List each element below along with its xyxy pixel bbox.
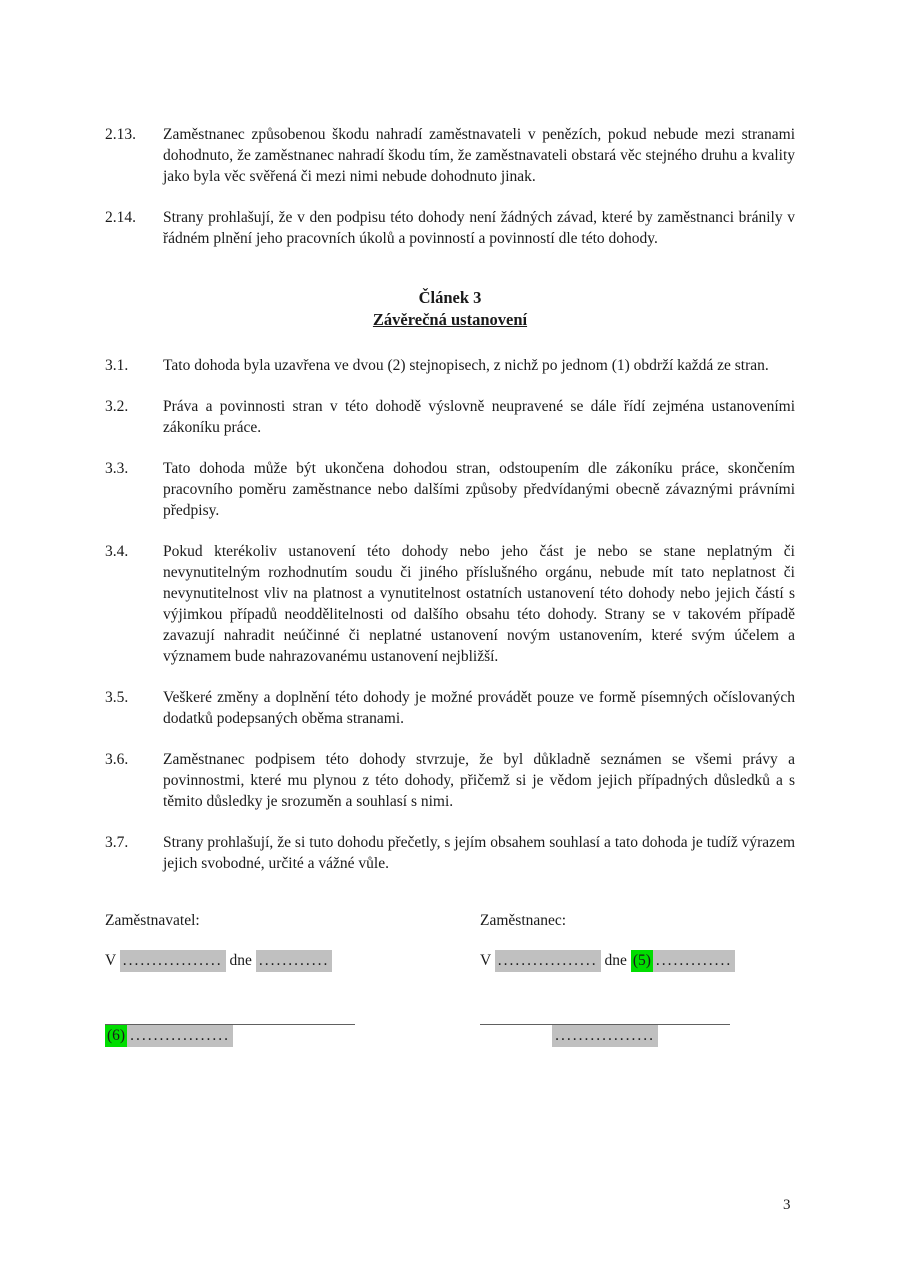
- clause-text: Strany prohlašují, že v den podpisu této dohody není žádných závad, které by zaměstnanci bránily v řádném plnění jeho pracovních úkolů a povinností a povinností dle této dohody.: [163, 209, 795, 247]
- employee-signature-field[interactable]: .................: [552, 1025, 658, 1047]
- article-heading: [105, 287, 795, 331]
- employer-signature-area: [105, 1024, 355, 1047]
- employee-signature-area: [480, 1024, 730, 1047]
- employer-signature-field[interactable]: .................: [127, 1025, 233, 1047]
- clause-text: Veškeré změny a doplnění této dohody je možné provádět pouze ve formě písemných očíslovaných dodatků podepsaných oběma stranami.: [163, 689, 795, 727]
- clause-3-6: [105, 749, 795, 812]
- clause-text: Tato dohoda může být ukončena dohodou stran, odstoupením dle zákoníku práce, skončením pracovního poměru zaměstnance nebo dalšími způsoby předvídanými obecně závaznými právními předpisy.: [163, 460, 795, 519]
- employee-date-field[interactable]: .............: [653, 950, 735, 972]
- clause-number: 2.13.: [105, 126, 136, 143]
- clause-number: 3.6.: [105, 751, 129, 768]
- employer-label: Zaměstnavatel:: [105, 912, 200, 929]
- employer-place-field[interactable]: .................: [120, 950, 226, 972]
- employee-place-date-row: [480, 950, 795, 972]
- clause-text: Zaměstnanec způsobenou škodu nahradí zaměstnavateli v penězích, pokud nebude mezi stranami dohodnuto, že zaměstnanec nahradí škodu tím, že zaměstnavateli obstará věc stejného druhu a kvality jako byla věc svěřená či mezi nimi nebude dohodnuto jinak.: [163, 126, 795, 185]
- clause-text: Strany prohlašují, že si tuto dohodu přečetly, s jejím obsahem souhlasí a tato dohoda je tudíž výrazem jejich svobodné, určité a vážné vůle.: [163, 834, 795, 872]
- signature-block: [105, 910, 795, 1047]
- clause-number: 3.4.: [105, 543, 129, 560]
- employee-date-marker[interactable]: (5): [631, 950, 653, 972]
- employee-signature-column: [480, 910, 795, 1047]
- employer-date-field[interactable]: ............: [256, 950, 333, 972]
- clause-2-14: [105, 207, 795, 249]
- v-label: V: [480, 952, 491, 969]
- employee-place-field[interactable]: .................: [495, 950, 601, 972]
- employer-signature-column: [105, 910, 480, 1047]
- clause-text: Práva a povinnosti stran v této dohodě výslovně neupravené se dále řídí zejména ustanoveními zákoníku práce.: [163, 398, 795, 436]
- clause-3-4: [105, 541, 795, 667]
- clause-number: 3.1.: [105, 357, 129, 374]
- clause-3-1: [105, 355, 795, 376]
- employer-signature-fill: [105, 1025, 355, 1047]
- clause-text: Pokud kterékoliv ustanovení této dohody nebo jeho část je nebo se stane neplatným či nevynutitelným rozhodnutím soudu či jiného příslušného orgánu, nebude mít tato neplatnost či nevynutitelnost vliv na platnost a vynutitelnost ostatních ustanovení této dohody nebo jejich částí s výjimkou případů neoddělitelnosti od dalšího obsahu této dohody. Strany se v takovém případě zavazují nahradit neúčinné či neplatné ustanovení novým ustanovením, které svým účelem a významem bude nahrazovanému ustanovení nejbližší.: [163, 543, 795, 665]
- clause-3-7: [105, 832, 795, 874]
- employee-label: Zaměstnanec:: [480, 912, 567, 929]
- employer-place-date-row: [105, 950, 480, 972]
- clause-number: 2.14.: [105, 209, 136, 226]
- clause-3-5: [105, 687, 795, 729]
- clause-number: 3.5.: [105, 689, 129, 706]
- article-subtitle: Závěrečná ustanovení: [372, 310, 528, 329]
- employee-signature-fill: [480, 1025, 730, 1047]
- dne-label: dne: [604, 952, 627, 969]
- clause-number: 3.2.: [105, 398, 129, 415]
- clause-number: 3.3.: [105, 460, 129, 477]
- employer-signature-marker[interactable]: (6): [105, 1025, 127, 1047]
- v-label: V: [105, 952, 116, 969]
- clause-text: Tato dohoda byla uzavřena ve dvou (2) stejnopisech, z nichž po jednom (1) obdrží každá ze stran.: [163, 357, 769, 374]
- clause-text: Zaměstnanec podpisem této dohody stvrzuje, že byl důkladně seznámen se všemi právy a povinnostmi, které mu plynou z této dohody, přičemž si je vědom jejich případných důsledků a s těmito důsledky je srozuměn a souhlasí s nimi.: [163, 751, 795, 810]
- dne-label: dne: [229, 952, 252, 969]
- article-title: Článek 3: [418, 288, 482, 307]
- page-number: 3: [783, 1197, 791, 1213]
- clause-3-2: [105, 396, 795, 438]
- clause-number: 3.7.: [105, 834, 129, 851]
- clause-2-13: [105, 124, 795, 187]
- clause-3-3: [105, 458, 795, 521]
